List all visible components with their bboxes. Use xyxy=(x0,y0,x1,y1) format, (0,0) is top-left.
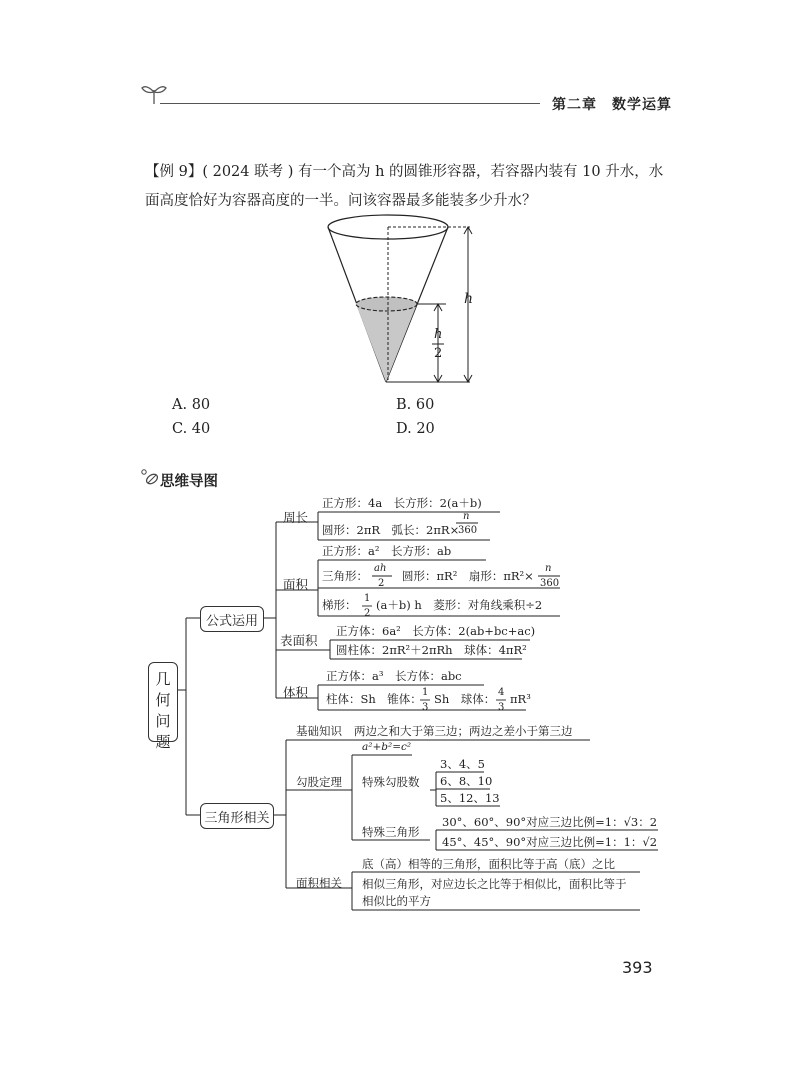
area-circle: 圆形：πR² 扇形：πR²× xyxy=(402,569,534,583)
basics-text: 两边之和大于第三边；两边之差小于第三边 xyxy=(354,724,573,738)
volume-cone-num: 1 xyxy=(422,687,429,698)
root-node: 几何问题 xyxy=(148,662,178,742)
surface-label: 表面积 xyxy=(280,633,318,648)
area-line1: 正方形：a² 长方形：ab xyxy=(322,544,452,558)
area-tri-label: 三角形： xyxy=(322,569,368,583)
option-b: B. 60 xyxy=(396,397,435,413)
special-tri-line1: 30°、60°、90°对应三边比例=1：√3：2 xyxy=(442,815,658,829)
pythag-formula: a²+b²=c² xyxy=(362,741,412,753)
question-text: 【例 9】( 2024 联考 ) 有一个高为 h 的圆锥形容器，若容器内装有 10 升水，水面高度恰好为容器高度的一半。问该容器最多能装多少升水？ xyxy=(145,164,664,209)
volume-ball-den: 3 xyxy=(498,702,505,713)
chapter-title: 第二章 数学运算 xyxy=(552,97,672,113)
page-number: 393 xyxy=(622,958,653,977)
pythag-triple-3: 5、12、13 xyxy=(440,791,500,805)
volume-line1: 正方体：a³ 长方体：abc xyxy=(326,669,462,683)
option-d: D. 20 xyxy=(396,421,435,437)
area-trap-num: 1 xyxy=(364,593,371,604)
pythag-triple-2: 6、8、10 xyxy=(440,774,493,788)
special-tri-line2: 45°、45°、90°对应三边比例=1：1：√2 xyxy=(442,835,658,849)
area-rel-line2: 相似三角形，对应边长之比等于相似比，面积比等于 xyxy=(362,877,627,891)
surface-line1: 正方体：6a² 长方体：2(ab+bc+ac) xyxy=(336,624,536,638)
area-tri-num: ah xyxy=(374,563,387,574)
volume-line2c: πR³ xyxy=(510,692,531,706)
surface-line2: 圆柱体：2πR²＋2πRh 球体：4πR² xyxy=(336,643,527,657)
triangle-node: 三角形相关 xyxy=(200,803,274,829)
basics-label: 基础知识 xyxy=(296,724,342,738)
volume-line2b: Sh 球体： xyxy=(434,692,496,706)
area-trap-den: 2 xyxy=(364,608,371,619)
area-trap-rest: (a＋b) h 菱形：对角线乘积÷2 xyxy=(376,598,543,612)
area-sector-num: n xyxy=(545,563,552,574)
area-rel-label: 面积相关 xyxy=(296,876,342,890)
formula-node: 公式运用 xyxy=(200,606,264,632)
pythag-triple-1: 3、4、5 xyxy=(440,757,485,771)
area-sector-den: 360 xyxy=(540,578,560,589)
label-half-num: h xyxy=(434,327,443,342)
option-a: A. 80 xyxy=(172,397,211,413)
special-tri-label: 特殊三角形 xyxy=(362,825,420,839)
option-c: C. 40 xyxy=(172,421,211,437)
area-label: 面积 xyxy=(283,577,309,592)
area-tri-den: 2 xyxy=(378,578,385,589)
volume-ball-num: 4 xyxy=(498,687,505,698)
label-h: h xyxy=(464,291,474,307)
area-rel-line3: 相似比的平方 xyxy=(362,894,431,908)
volume-cone-den: 3 xyxy=(422,702,429,713)
perimeter-line2: 圆形：2πR 弧长：2πR× xyxy=(322,523,460,537)
perimeter-frac-num: n xyxy=(463,511,470,522)
perimeter-label: 周长 xyxy=(283,510,309,525)
volume-label: 体积 xyxy=(283,685,309,700)
perimeter-frac-den: 360 xyxy=(458,525,478,536)
pythag-label: 勾股定理 xyxy=(296,775,342,789)
mindmap-title: 思维导图 xyxy=(160,474,218,490)
area-trap-label: 梯形： xyxy=(322,598,357,612)
area-rel-line1: 底（高）相等的三角形，面积比等于高（底）之比 xyxy=(362,857,615,871)
pythag-special-label: 特殊勾股数 xyxy=(362,775,420,789)
volume-line2a: 柱体：Sh 锥体： xyxy=(326,692,422,706)
label-half-den: 2 xyxy=(434,346,443,361)
perimeter-line1: 正方形：4a 长方形：2(a＋b) xyxy=(322,496,482,510)
